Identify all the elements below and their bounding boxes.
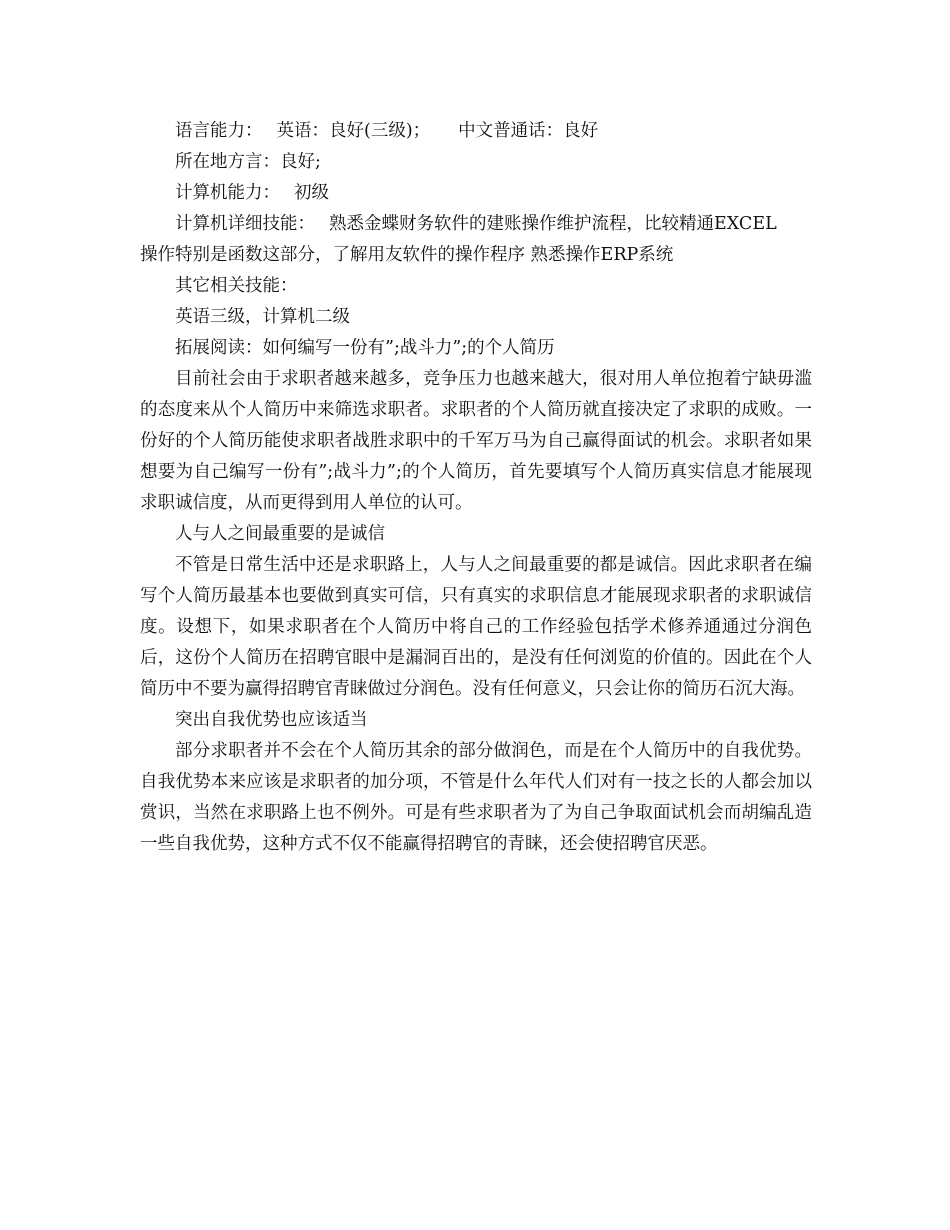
document-body	[140, 116, 812, 860]
computer-detail-text: 熟悉金蝶财务软件的建账操作维护流程，比较精通EXCEL	[329, 214, 777, 234]
computer-level-value: 初级	[294, 183, 329, 203]
computer-level-line	[140, 178, 812, 209]
language-label: 语言能力：	[175, 121, 263, 141]
computer-detail-line	[140, 209, 812, 240]
language-skills-line	[140, 116, 812, 147]
section-heading-strengths: 突出自我优势也应该适当	[175, 710, 368, 730]
extended-reading-title: 拓展阅读：如何编写一份有”;战斗力”;的个人简历	[175, 338, 555, 358]
other-skills-value: 英语三级，计算机二级	[175, 307, 350, 327]
intro-paragraph: 目前社会由于求职者越来越多，竞争压力也越来越大，很对用人单位抱着宁缺毋滥的态度来从个人简历中来筛选求职者。求职者的个人简历就直接决定了求职的成败。一份好的个人简历能使求职者战胜求职中的千军万马为自己赢得面试的机会。求职者如果想要为自己编写一份有”;战斗力”;的个人简历，首先要填写个人简历真实信息才能展现求职诚信度，从而更得到用人单位的认可。	[140, 369, 812, 513]
computer-level-label: 计算机能力：	[175, 183, 280, 203]
strengths-paragraph: 部分求职者并不会在个人简历其余的部分做润色，而是在个人简历中的自我优势。自我优势本来应该是求职者的加分项，不管是什么年代人们对有一技之长的人都会加以赏识，当然在求职路上也不例外。可是有些求职者为了为自己争取面试机会而胡编乱造一些自我优势，这种方式不仅不能赢得招聘官的青睐，还会使招聘官厌恶。	[140, 741, 812, 854]
computer-detail-continuation: 操作特别是函数这部分，了解用友软件的操作程序 熟悉操作ERP系统	[140, 245, 674, 265]
dialect-line: 所在地方言：良好;	[175, 152, 321, 172]
mandarin-level: 中文普通话：良好	[458, 121, 599, 141]
english-level: 英语：良好(三级)；	[276, 121, 431, 141]
section-heading-integrity: 人与人之间最重要的是诚信	[175, 524, 385, 544]
other-skills-label: 其它相关技能：	[175, 276, 298, 296]
computer-detail-label: 计算机详细技能：	[175, 214, 315, 234]
integrity-paragraph: 不管是日常生活中还是求职路上，人与人之间最重要的都是诚信。因此求职者在编写个人简历最基本也要做到真实可信，只有真实的求职信息才能展现求职者的求职诚信度。设想下，如果求职者在个人简历中将自己的工作经验包括学术修养通通过分润色后，这份个人简历在招聘官眼中是漏洞百出的，是没有任何浏览的价值的。因此在个人简历中不要为赢得招聘官青睐做过分润色。没有任何意义，只会让你的简历石沉大海。	[140, 555, 812, 699]
